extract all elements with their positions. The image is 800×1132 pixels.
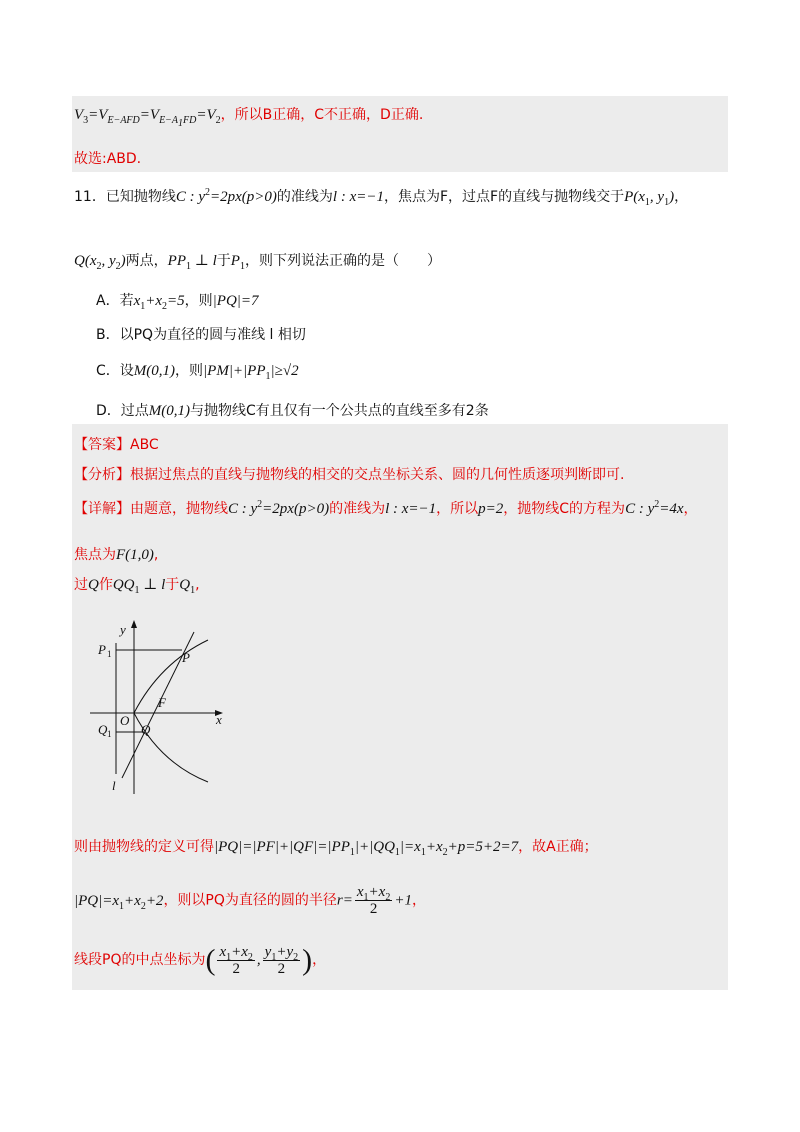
parabola-curve	[134, 640, 208, 782]
option-a: A．若$x_1+x_2=5$，则|PQ|=7	[96, 293, 259, 312]
answer-value: ABC	[130, 437, 159, 453]
analysis-line	[74, 466, 624, 484]
question-line-1: 11．已知抛物线C : $y^2=2px(p>0)$的准线为l : x=−1，焦点为F，过点F的直线与抛物线交于$P(x_1$, $y_1$)，	[74, 187, 689, 208]
option-c: C．设M(0,1)，则$|PM|+|PP_1|\ge√2$	[96, 363, 299, 382]
question-line-2: $Q(x_2$, $y_2$)两点，$PP_1$ ⊥ l于$P_1$，则下列说法正确的是（ ）	[74, 253, 441, 272]
question-text-6: ，则下列说法正确的是（ ）	[244, 253, 441, 269]
midpoint-line: 线段PQ的中点坐标为( $\frac{x_1+x_2}{2}$ , $\frac{y_1+y_2}{2}$ )，	[74, 943, 327, 977]
question-number: 11．	[74, 189, 106, 205]
radius-line: $|PQ|=x_1+x_2+2$，则以PQ为直径的圆的半径r= $\frac{x_1+x_2}{2}$ +1，	[74, 884, 426, 917]
option-d: D．过点M(0,1)与抛物线C有且仅有一个公共点的直线至多有2条	[96, 403, 489, 419]
answer-tag: 【答案】	[74, 437, 130, 453]
question-text-4: 两点，	[125, 253, 168, 269]
label-p1: P	[98, 642, 106, 657]
label-x: x	[216, 712, 222, 727]
analysis-text: 根据过焦点的直线与抛物线的相交的交点坐标关系、圆的几何性质逐项判断即可.	[130, 467, 625, 483]
top-equation-line: $V_3=V_{E-AFD}=V_{E-A_1FD}=V_2$，所以B正确，C不正确，D正确.	[74, 107, 424, 129]
top-conclusion: ，所以B正确，C不正确，D正确.	[220, 107, 424, 123]
label-q: Q	[141, 722, 151, 737]
label-f: F	[158, 695, 166, 710]
label-l: l	[112, 778, 116, 793]
parabola-figure	[90, 618, 240, 798]
detail-tag: 【详解】	[74, 501, 130, 517]
option-b: B．以PQ为直径的圆与准线 l 相切	[96, 327, 306, 343]
label-p1-sub: 1	[107, 649, 112, 659]
label-p: P	[182, 650, 190, 665]
label-y: y	[120, 622, 126, 637]
label-q1-sub: 1	[107, 729, 112, 739]
question-text-2: 的准线为	[276, 189, 333, 205]
y-axis-arrow	[131, 620, 137, 628]
detail-via-line: 过Q作$QQ_1$ ⊥ l于$Q_1$,	[74, 577, 200, 596]
answer-line	[74, 436, 159, 454]
analysis-tag: 【分析】	[74, 467, 130, 483]
question-text-3: ，焦点为F，过点F的直线与抛物线交于	[383, 189, 625, 205]
detail-line-1: 【详解】由题意，抛物线C : $y^2=2px(p>0)$的准线为l : x=−1，所以p=2，抛物线C的方程为C : $y^2=4x$，	[74, 499, 698, 517]
top-choose: 故选:ABD.	[74, 151, 142, 167]
label-q1: Q	[98, 722, 108, 737]
question-text-5: 于	[216, 253, 231, 269]
definition-line: 则由抛物线的定义可得$|PQ|=|PF|+|QF|=|PP_1|+|QQ_1|=x_1+x_2+p=5+2=7$，故A正确；	[74, 839, 598, 858]
question-text-1: 已知抛物线	[105, 189, 176, 205]
detail-focus-line: 焦点为F(1,0),	[74, 547, 159, 563]
label-o: O	[120, 713, 130, 728]
